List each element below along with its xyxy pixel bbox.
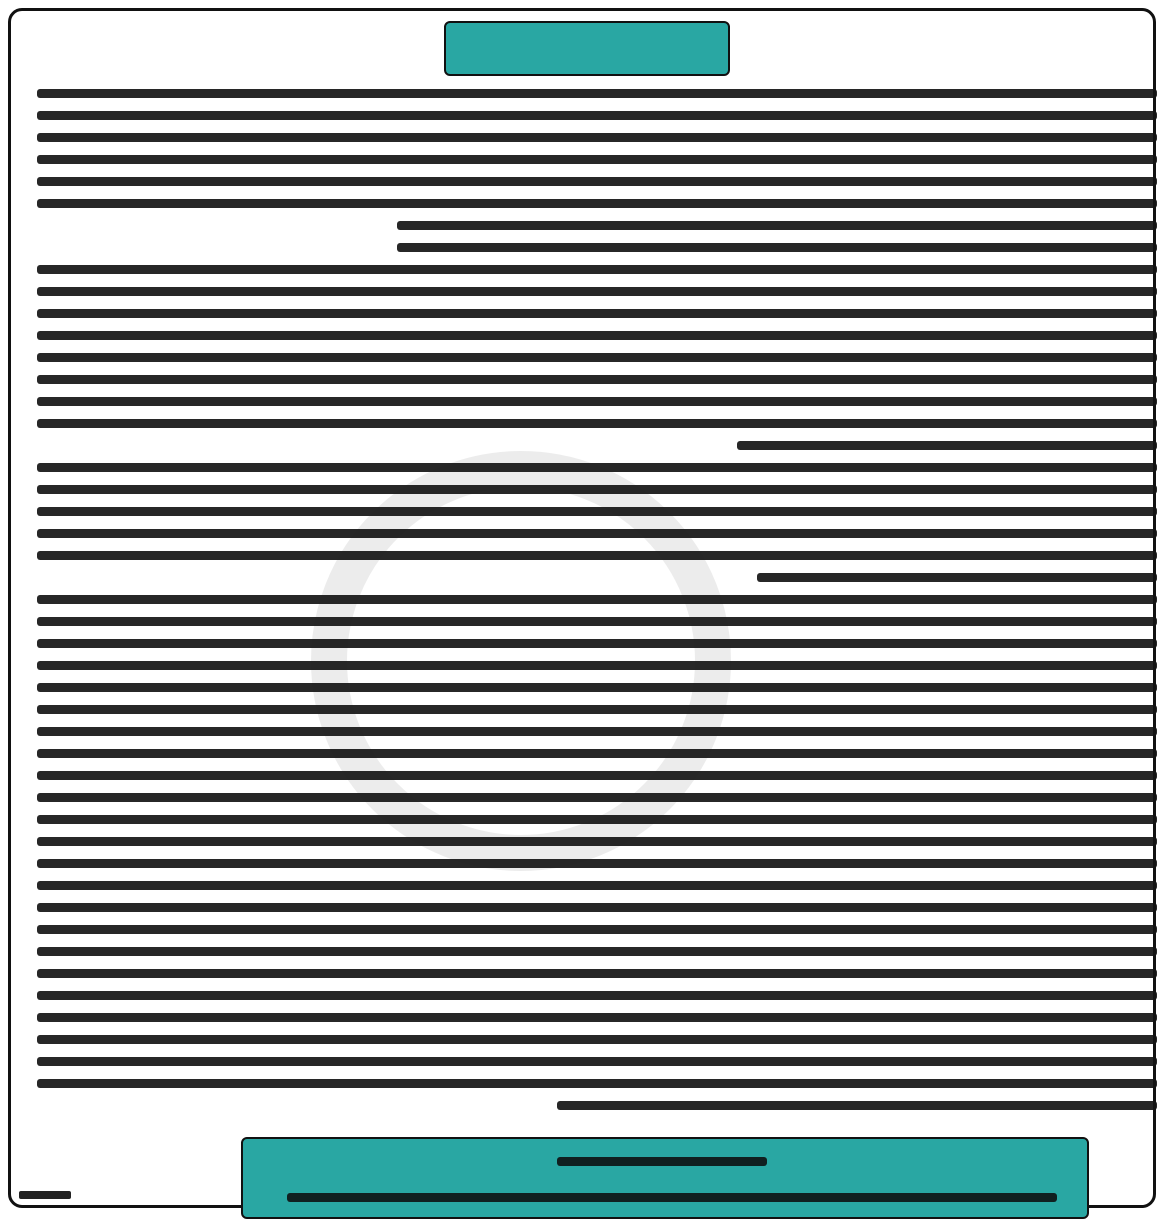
signature-block [241, 1137, 1089, 1219]
text-line [37, 89, 1157, 98]
notice-title-banner [444, 21, 730, 76]
text-line [37, 155, 1157, 164]
text-line [37, 947, 1157, 956]
text-line [37, 969, 1157, 978]
text-line [37, 595, 1157, 604]
text-line [37, 881, 1157, 890]
text-line [737, 441, 1157, 450]
text-line [37, 727, 1157, 736]
text-line [757, 573, 1157, 582]
text-line [37, 265, 1157, 274]
text-line [37, 771, 1157, 780]
text-line [37, 419, 1157, 428]
text-line [37, 287, 1157, 296]
text-line [37, 639, 1157, 648]
text-line [397, 243, 1157, 252]
text-line [37, 331, 1157, 340]
text-line [37, 925, 1157, 934]
notice-frame [8, 8, 1156, 1208]
text-line [37, 1079, 1157, 1088]
text-line [557, 1101, 1157, 1110]
text-line [37, 991, 1157, 1000]
text-line [37, 397, 1157, 406]
text-line [37, 1013, 1157, 1022]
text-line [37, 859, 1157, 868]
text-line [37, 353, 1157, 362]
text-line [37, 507, 1157, 516]
text-line [37, 661, 1157, 670]
notice-body [33, 83, 1157, 1123]
signatory-name-line [557, 1157, 767, 1166]
text-line [397, 221, 1157, 230]
text-line [37, 1057, 1157, 1066]
text-line [37, 485, 1157, 494]
text-line [37, 793, 1157, 802]
text-line [37, 309, 1157, 318]
text-line [37, 617, 1157, 626]
text-line [37, 133, 1157, 142]
text-line [37, 463, 1157, 472]
text-line [37, 529, 1157, 538]
signatory-title-line [287, 1193, 1057, 1202]
side-code-mark [19, 1191, 71, 1199]
text-line [37, 903, 1157, 912]
text-line [37, 199, 1157, 208]
text-line [37, 375, 1157, 384]
text-line [37, 1035, 1157, 1044]
text-line [37, 177, 1157, 186]
text-line [37, 551, 1157, 560]
text-line [37, 749, 1157, 758]
text-line [37, 815, 1157, 824]
text-line [37, 705, 1157, 714]
text-line [37, 111, 1157, 120]
text-line [37, 837, 1157, 846]
text-line [37, 683, 1157, 692]
